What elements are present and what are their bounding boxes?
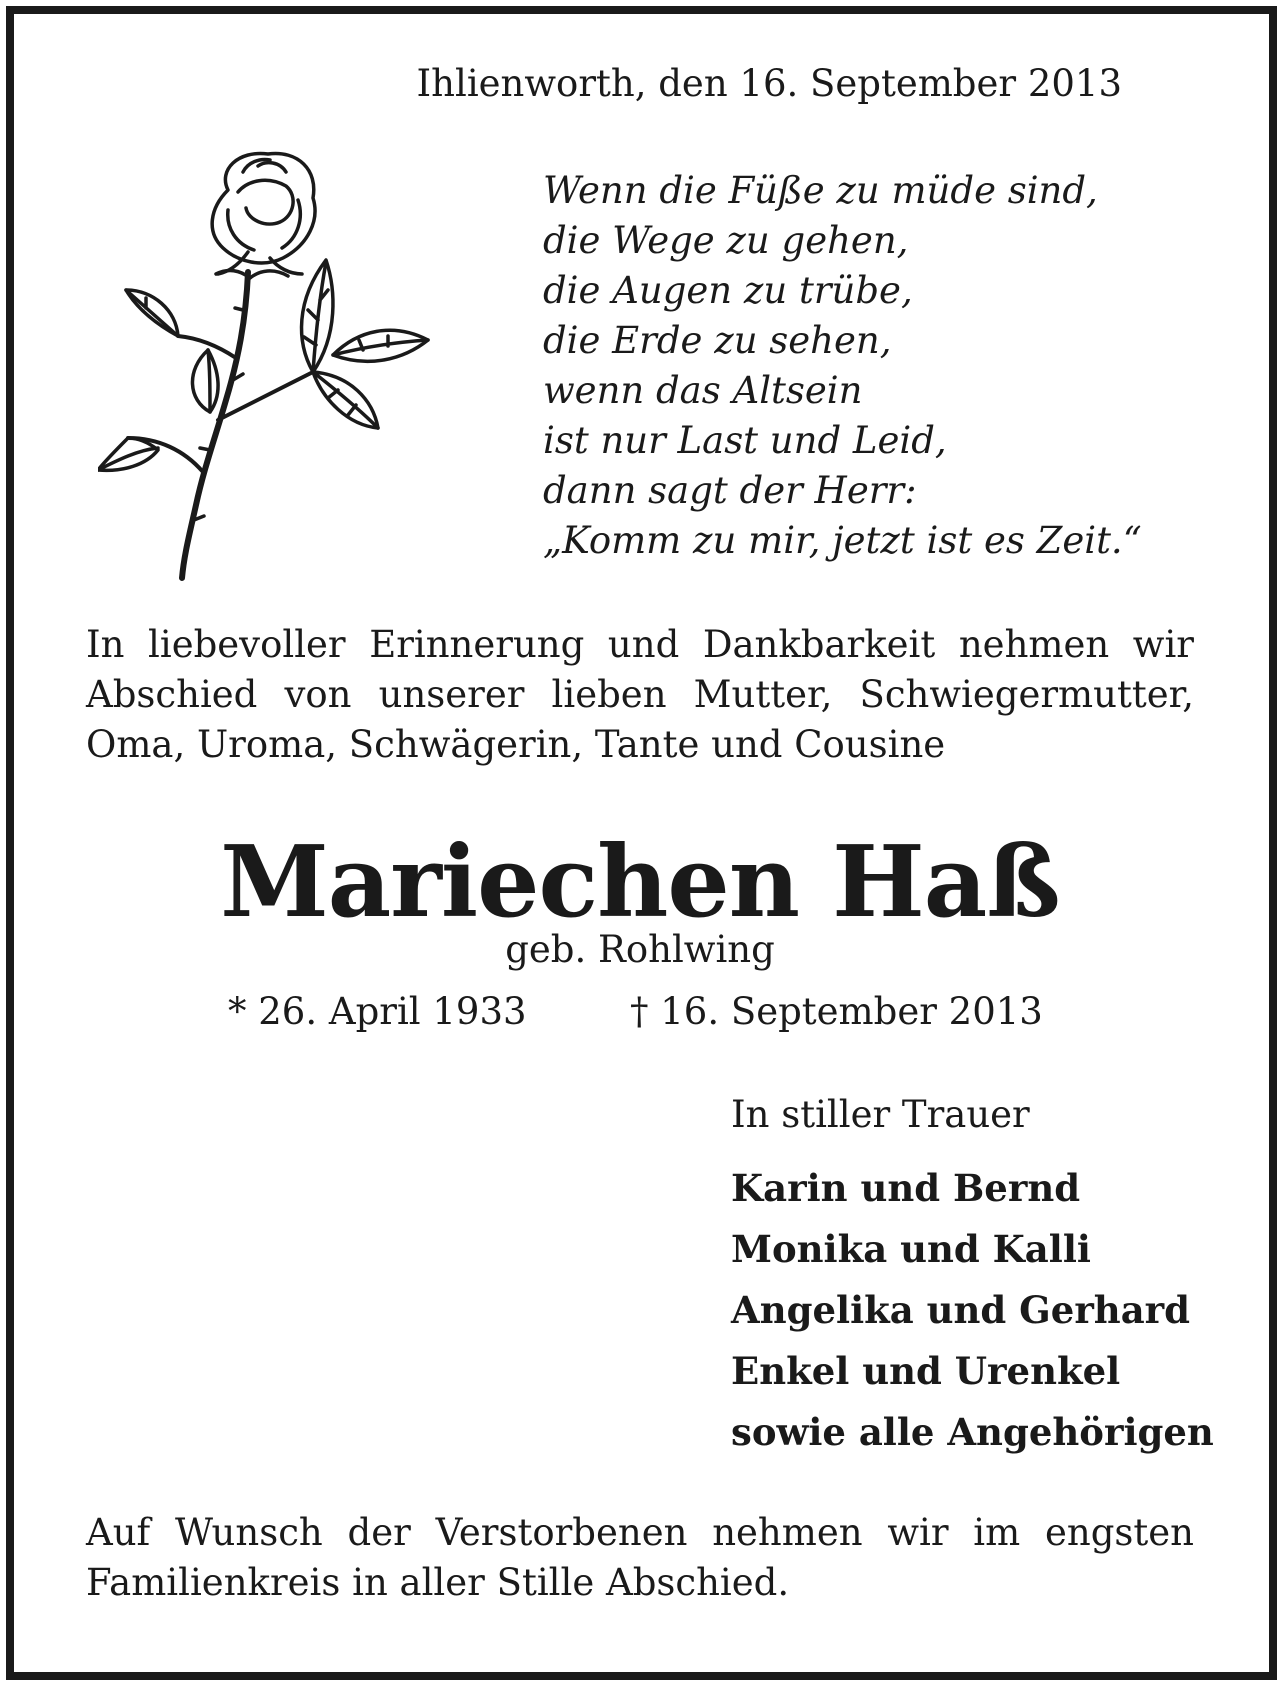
poem-line: die Wege zu gehen, bbox=[543, 219, 909, 262]
deceased-name: Mariechen Haß bbox=[220, 825, 1060, 940]
poem-line: ist nur Last und Leid, bbox=[543, 419, 947, 462]
closing-line: Auf Wunsch der Verstorbenen nehmen wir im engsten bbox=[86, 1511, 1194, 1554]
birth-date: * 26. April 1933 bbox=[228, 990, 527, 1033]
death-date: † 16. September 2013 bbox=[630, 990, 1043, 1033]
closing-text bbox=[86, 1508, 1194, 1608]
poem-line: „Komm zu mir, jetzt ist es Zeit.“ bbox=[543, 519, 1142, 562]
poem-line: dann sagt der Herr: bbox=[543, 469, 917, 512]
poem bbox=[543, 166, 1142, 566]
poem-line: die Augen zu trübe, bbox=[543, 269, 913, 312]
poem-line: wenn das Altsein bbox=[543, 369, 863, 412]
rose-icon bbox=[98, 150, 438, 582]
mourner: Angelika und Gerhard bbox=[731, 1288, 1191, 1332]
birth-name: geb. Rohlwing bbox=[505, 928, 775, 971]
dateline: Ihlienworth, den 16. September 2013 bbox=[416, 62, 1122, 105]
mourner: Enkel und Urenkel bbox=[731, 1349, 1121, 1393]
mourner: Karin und Bernd bbox=[731, 1166, 1081, 1210]
intro-text bbox=[86, 620, 1194, 770]
mourning-label: In stiller Trauer bbox=[731, 1093, 1030, 1136]
poem-line: die Erde zu sehen, bbox=[543, 319, 892, 362]
intro-line: In liebevoller Erinnerung und Dankbarkeit nehmen wir bbox=[86, 623, 1194, 666]
intro-line: Abschied von unserer lieben Mutter, Schwiegermutter, bbox=[86, 673, 1194, 716]
poem-line: Wenn die Füße zu müde sind, bbox=[543, 169, 1098, 212]
mourner: Monika und Kalli bbox=[731, 1227, 1091, 1271]
mourner: sowie alle Angehörigen bbox=[731, 1410, 1214, 1454]
mourners-list bbox=[731, 1158, 1214, 1463]
closing-line: Familienkreis in aller Stille Abschied. bbox=[86, 1561, 790, 1604]
intro-line: Oma, Uroma, Schwägerin, Tante und Cousine bbox=[86, 723, 946, 766]
